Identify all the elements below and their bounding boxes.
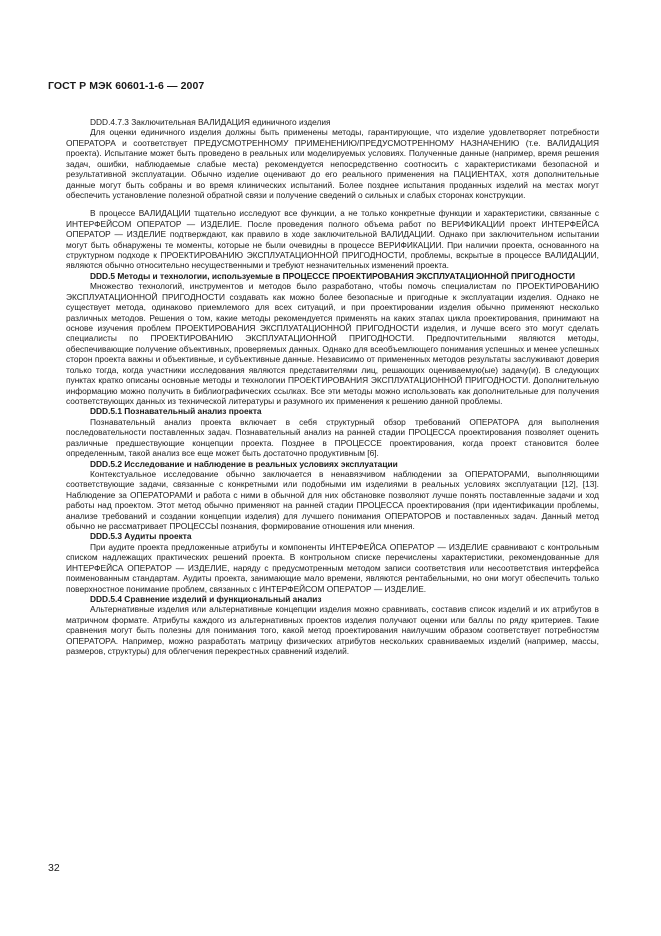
paragraph: В процессе ВАЛИДАЦИИ тщательно исследуют все функции, а не только конкретные функции и характеристики, связанные с ИНТЕРФЕЙСОМ ОПЕРАТОР — ИЗДЕЛИЕ. После проведения полного объема работ по ВЕРИФИКАЦИИ проект ИНТЕРФЕЙСА ОПЕРАТОР — ИЗДЕЛИЕ подтверждают, как правило в ходе заключительной ВАЛИДАЦИИ. Однако при заключительном испытании могут быть обнаружены те моменты, которые не были очевидны в процессе ВЕРИФИКАЦИИ. При наличии проекта, основанного на структурном подходе к ПРОЕКТИРОВАНИЮ ЭКСПЛУАТАЦИОННОЙ ПРИГОДНОСТИ, проблемы, вскрытые в процессе ВАЛИДАЦИИ, являются обычно относительно несущественными и требуют незначительных изменений проекта.	[66, 208, 599, 271]
paragraph: При аудите проекта предложенные атрибуты и компоненты ИНТЕРФЕЙСА ОПЕРАТОР — ИЗДЕЛИЕ сравнивают с контрольным списком надлежащих практических решений проекта. В контрольном списке перечислены характеристики, рекомендованные для ИНТЕРФЕЙСА ОПЕРАТОР — ИЗДЕЛИЕ, наряду с предусмотренным методом записи соответствия или несоответствия интерфейса поименованным стандартам. Аудиты проекта, занимающие мало времени, являются рентабельными, но они могут обеспечить только поверхностное понимание проблем, связанных с ИНТЕРФЕЙСОМ ОПЕРАТОР — ИЗДЕЛИЕ.	[66, 541, 599, 594]
section-heading-ddd-5-1: DDD.5.1 Познавательный анализ проекта	[90, 406, 262, 417]
section-heading-ddd-4-7-3: DDD.4.7.3 Заключительная ВАЛИДАЦИЯ единичного изделия	[90, 117, 331, 127]
section-heading-ddd-5: DDD.5 Методы и технологии, используемые в ПРОЦЕССЕ ПРОЕКТИРОВАНИЯ ЭКСПЛУАТАЦИОННОЙ ПРИГОДНОСТИ	[90, 270, 575, 281]
section-heading-ddd-5-4: DDD.5.4 Сравнение изделий и функциональный анализ	[90, 593, 322, 604]
paragraph: Контекстуальное исследование обычно заключается в ненавязчивом наблюдении за ОПЕРАТОРАМИ, выполняющими соответствующие задачи, связанные с конкретными или подобными им изделиями в реальных условиях эксплуатации [12], [13]. Наблюдение за ОПЕРАТОРАМИ и работа с ними в обычной для них обстановке позволяют лучше понять поставленные задачи и ход работы над проектом. Этот метод обычно применяют на ранней стадии ПРОЦЕССА проектирования (при идентификации проблемы, анализе требований и создании концепции изделия) для лучшего понимания ОПЕРАТОРОВ и поставленных задач. Данный метод обычно не рассматривает ПРОЦЕССЫ познания, формирование отношения или мнения.	[66, 468, 599, 532]
paragraph: Для оценки единичного изделия должны быть применены методы, гарантирующие, что изделие удовлетворяет потребности ОПЕРАТОРА и соответствует ПРЕДУСМОТРЕННОМУ ПРИМЕНЕНИЮ/ПРЕДУСМОТРЕННОМУ НАЗНАЧЕНИЮ (т.е. ВАЛИДАЦИЯ проекта). Испытание может быть проведено в реальных или моделируемых условиях. Полученные данные (например, время решения задач, ошибки, наблюдаемые слабые места) рекомендуется непосредственно соотносить с характеристиками безопасной и результативной эксплуатации. Обычно изделие оценивают до его реального применения на ПАЦИЕНТАХ, хотя дополнительные данные могут быть собраны и во время клинических испытаний. Более позднее испытания проданных изделий на местах могут обеспечить установление полезной обратной связи и получение сведений о сильных и слабых сторонах конструкции.	[66, 127, 599, 200]
paragraph: Познавательный анализ проекта включает в себя структурный обзор требований ОПЕРАТОРА для выполнения последовательности поставленных задач. Познавательный анализ на ранней стадии ПРОЦЕССА проектирования позволяет оценить различные предшествующие концепции проекта. Позднее в ПРОЦЕССЕ проектирования, когда проект становится более определенным, такой анализ все еще может быть достаточно продуктивным [6].	[66, 416, 599, 459]
section-heading-ddd-5-2: DDD.5.2 Исследование и наблюдение в реальных условиях эксплуатации	[90, 458, 398, 469]
document-body	[66, 117, 599, 657]
page-number: 32	[48, 862, 60, 874]
document-header: ГОСТ Р МЭК 60601-1-6 — 2007	[48, 80, 205, 92]
section-heading-ddd-5-3: DDD.5.3 Аудиты проекта	[90, 531, 192, 542]
paragraph: Множество технологий, инструментов и методов было разработано, чтобы помочь специалистам по ПРОЕКТИРОВАНИЮ ЭКСПЛУАТАЦИОННОЙ ПРИГОДНОСТИ создавать как можно более безопасные и пригодные к эксплуатации изделия. Однако не существует метода, одинаково приемлемого для всех ситуаций, и при проектировании изделия обычно применяют несколько различных методов. Решения о том, какие методы рекомендуется применять на каких этапах цикла проектирования, принимают на основе изучения проблем ПРОЕКТИРОВАНИЯ ЭКСПЛУАТАЦИОННОЙ ПРИГОДНОСТИ изделия, и лучше всего это могут сделать специалисты по ПРОЕКТИРОВАНИЮ ЭКСПЛУАТАЦИОННОЙ ПРИГОДНОСТИ. Предпочтительными являются методы, обеспечивающие получение объективных, проверяемых данных. Однако для всеобъемлющего понимания успешных и менее успешных сторон проекта важны и объективные, и субъективные данные. Независимо от примененных методов результаты заслуживают доверия только тогда, когда участники исследования являются представителями лиц, решающих оцениваемую(ые) задачу(и). В следующих пунктах кратко описаны основные методы и технологии ПРОЕКТИРОВАНИЯ ЭКСПЛУАТАЦИОННОЙ ПРИГОДНОСТИ. Дополнительную информацию можно получить в библиографических ссылках. Все эти методы можно использовать как дополнительные для получения соответствующих данных из технической литературы и разумного их применения к решению данной проблемы.	[66, 281, 599, 406]
paragraph: Альтернативные изделия или альтернативные концепции изделия можно сравнивать, составив список изделий и их атрибутов в матричном формате. Атрибуты каждого из альтернативных проектов изделия получают оценки или баллы по ряду критериев. Такие сравнения могут быть полезны для понимания того, какой метод проектирования наилучшим образом соответствует потребностям ОПЕРАТОРА. Например, можно разработать матрицу физических атрибутов нескольких сравниваемых изделий (например, массы, размеров, структуры) для облегчения перекрестных сравнений изделий.	[66, 604, 599, 657]
